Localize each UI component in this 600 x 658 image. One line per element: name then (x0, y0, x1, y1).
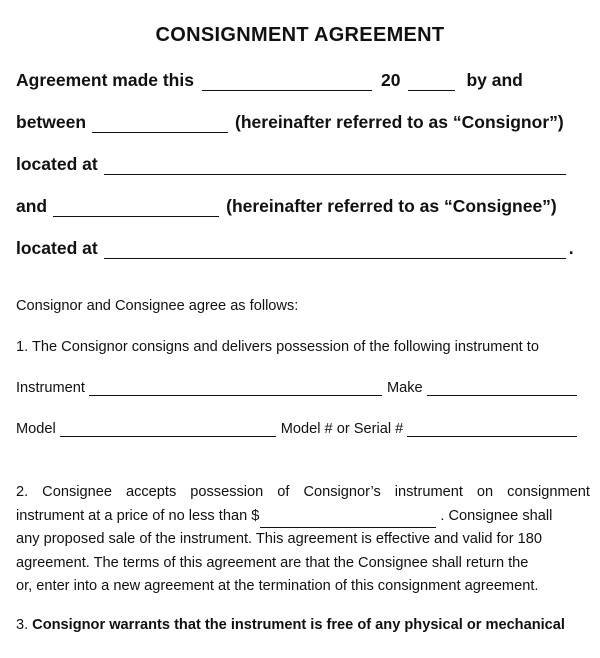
clause-2-text: agreement. The terms of this agreement are that the Consignee shall return the (16, 554, 529, 571)
clause-2-word: consignment (507, 484, 590, 500)
consignee-address-blank[interactable] (104, 242, 566, 259)
consignee-reference: (hereinafter referred to as “Consignee”) (226, 196, 557, 216)
clause-1-label: 1. The Consignor consigns and delivers possession of the following instrument to (16, 339, 539, 355)
and-label: and (16, 196, 48, 216)
model-blank[interactable] (60, 422, 276, 437)
clause-2-word: accepts (125, 484, 177, 500)
consignee-name-blank[interactable] (53, 200, 219, 217)
clause-2-line-4 (16, 552, 590, 576)
price-label: instrument at a price of no less than $ (16, 507, 260, 524)
agreement-date-line (16, 70, 523, 91)
date-blank[interactable] (202, 74, 372, 91)
clause-2-line-1 (16, 481, 590, 505)
located-at-label-1: located at (16, 154, 98, 174)
serial-blank[interactable] (407, 422, 577, 437)
clause-2-word: Consignor’s (303, 484, 381, 500)
clause-2-word: on (476, 484, 494, 500)
clause-1-text (16, 339, 539, 355)
clause-2-line-5 (16, 575, 590, 599)
intro-label: Consignor and Consignee agree as follows: (16, 298, 299, 314)
consignee-address-line (16, 238, 574, 259)
by-and-label: by and (466, 70, 523, 90)
instrument-label: Instrument (16, 380, 85, 396)
consignor-name-blank[interactable] (92, 116, 228, 133)
consignor-address-line (16, 154, 569, 175)
model-serial-line (16, 421, 580, 437)
clause-2-paragraph (16, 481, 590, 599)
model-label: Model (16, 421, 56, 437)
intro-text (16, 298, 298, 314)
clause-2-word: of (277, 484, 290, 500)
located-at-label-2: located at (16, 238, 98, 258)
agreement-made-label: Agreement made this (16, 70, 194, 90)
address-period: . (568, 238, 574, 258)
clause-2-line-3 (16, 528, 590, 552)
clause-2-word: Consignee (42, 484, 112, 500)
make-blank[interactable] (427, 381, 577, 396)
clause-2-word: 2. (16, 484, 29, 500)
clause-2-text: or, enter into a new agreement at the termination of this consignment agreement. (16, 578, 539, 594)
instrument-blank[interactable] (89, 381, 382, 396)
make-label: Make (386, 380, 423, 396)
consignee-shall-label: . Consignee shall (440, 507, 553, 524)
clause-2-text: any proposed sale of the instrument. This agreement is effective and valid for 180 (16, 531, 542, 547)
instrument-make-line (16, 380, 580, 396)
document-title: CONSIGNMENT AGREEMENT (155, 24, 445, 46)
clause-2-word: instrument (394, 484, 463, 500)
clause-2-word: possession (190, 484, 264, 500)
year-blank[interactable] (408, 74, 455, 91)
clause-2-line-2 (16, 505, 590, 529)
clause-3-text: Consignor warrants that the instrument is free of any physical or mechanical (32, 617, 565, 633)
consignor-reference: (hereinafter referred to as “Consignor”) (235, 112, 564, 132)
price-blank[interactable] (260, 513, 436, 528)
between-label: between (16, 112, 87, 132)
serial-label: Model # or Serial # (280, 421, 404, 437)
clause-3-number: 3. (16, 617, 29, 633)
clause-3-line (16, 617, 565, 633)
consignee-name-line (16, 196, 557, 217)
year-prefix: 20 (380, 70, 401, 90)
consignor-address-blank[interactable] (104, 158, 566, 175)
consignor-name-line (16, 112, 564, 133)
